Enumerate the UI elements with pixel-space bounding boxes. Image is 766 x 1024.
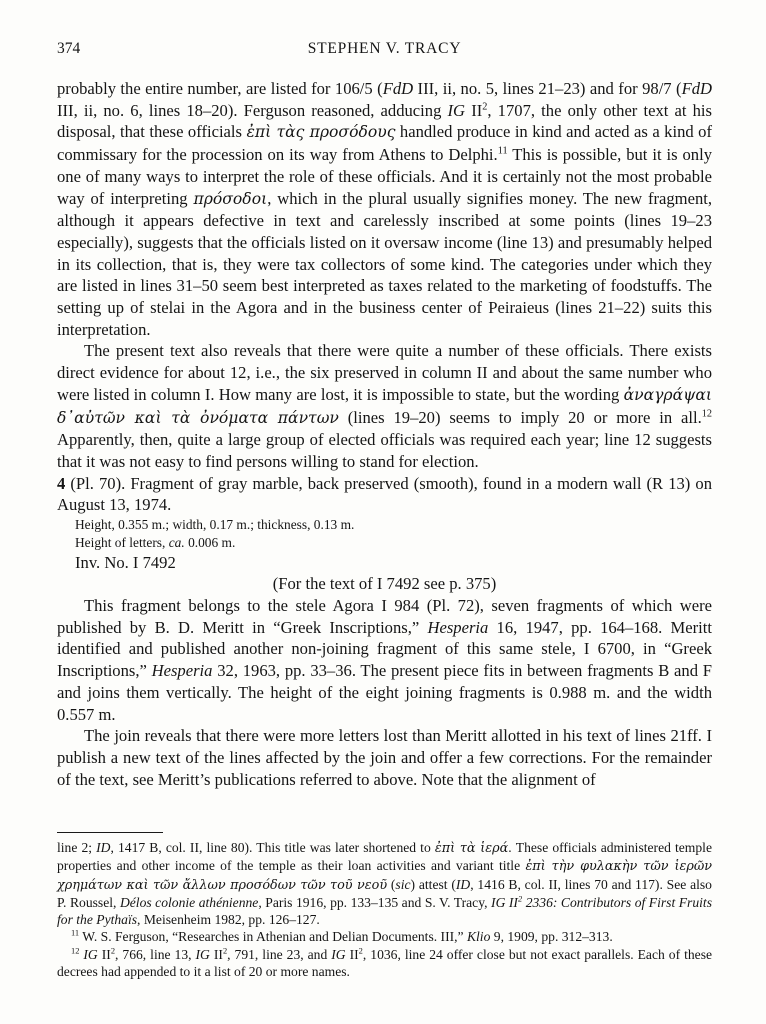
footnote-12: $^{12}$ IG $II^2$, 766, line 13, IG $II^2$, 791, line 23, and IG $II^2$, 1036, line 24 offer close but not exact parallels. Each of these decrees had appended to it a list of 20 or more names. xyxy=(57,945,713,980)
paragraph-officials-number: The present text also reveals that there were quite a number of these officials. There exists direct evidence for about 12, i.e., the six preserved in column II and about the same number who were listed in column I. How many are lost, it is impossible to state, but the wording ἀναγράψαι δ᾽αὐτῶν καὶ τὰ ὀνόματα πάντων (lines 19–20) seems to imply 20 or more in all.$^{12}$ Apparently, then, quite a large group of elected officials was required each year; line 12 suggests that it was not easy to find persons willing to stand for election. xyxy=(57,341,712,471)
page-header xyxy=(57,40,712,58)
footnote-rule xyxy=(57,832,163,833)
footnote-list xyxy=(57,839,712,980)
paragraph-join: The join reveals that there were more letters lost than Meritt allotted in his text of lines 21ff. I publish a new text of the lines affected by the join and offer a few corrections. For the remainder of the text, see Meritt’s publications referred to above. Note that the alignment of xyxy=(57,726,712,789)
page-body xyxy=(57,78,712,790)
catalogue-entry-4: 4 (Pl. 70). Fragment of gray marble, back preserved (smooth), found in a modern wall (R 13) on August 13, 1974. xyxy=(57,473,712,515)
text-reference-note: (For the text of I 7492 see p. 375) xyxy=(272,574,497,594)
paragraph-stele-description: This fragment belongs to the stele Agora I 984 (Pl. 72), seven fragments of which were published by B. D. Meritt in “Greek Inscriptions,” Hesperia 16, 1947, pp. 164–168. Meritt identified and published another non-joining fragment of this same stele, I 6700, in “Greek Inscriptions,” Hesperia 32, 1963, pp. 33–36. The present piece fits in between fragments B and F and joins them vertically. The height of the eight joining fragments is 0.988 m. and the width 0.557 m. xyxy=(57,596,713,724)
footnote-11: $^{11}$ W. S. Ferguson, “Researches in Athenian and Delian Documents. III,” Klio 9, 1909, pp. 312–313. xyxy=(71,927,613,945)
page-number: 374 xyxy=(57,40,81,57)
footnotes-section xyxy=(57,832,712,980)
footnote-10-continuation: line 2; ID, 1417 B, col. II, line 80). This title was later shortened to ἐπὶ τὰ ἱερά. These officials administered temple properties and other income of the temple as their loan activities and variant title ἐπὶ τὴν φυλακὴν τῶν ἱερῶν χρημάτων καὶ τῶν ἄλλων προσόδων τῶν τοῦ νεοῦ (sic) attest (ID, 1416 B, col. II, lines 70 and 117). See also P. Roussel, Délos colonie athénienne, Paris 1916, pp. 133–135 and S. V. Tracy, IG $II^2$ 2336: Contributors of First Fruits for the Pythaïs, Meisenheim 1982, pp. 126–127. xyxy=(57,840,712,928)
paragraph-continuation: probably the entire number, are listed for 106/5 (FdD III, ii, no. 5, lines 21–23) and for 98/7 (FdD III, ii, no. 6, lines 18–20). Ferguson reasoned, adducing IG $II^2$, 1707, the only other text at his disposal, that these officials ἐπὶ τὰς προσόδους handled produce in kind and acted as a kind of commissary for the procession on its way from Athens to Delphi.$^{11}$ This is possible, but it is only one of many ways to interpret the role of these officials. And it is certainly not the most probable way of interpreting πρόσοδοι, which in the plural usually signifies money. The new fragment, although it appears defective in text and carelessly inscribed at some points (lines 19–23 especially), suggests that the officials listed on it oversaw income (line 13) and presumably helped in its collection, that is, they were tax collectors of some kind. The categories under which they are listed in lines 31–50 seem best interpreted as taxes related to the marketing of foodstuffs. The setting up of stelai in the Agora and in the business center of Peiraieus (lines 21–22) suits this interpretation. xyxy=(57,79,713,339)
letter-height-line: Height of letters, ca. 0.006 m. xyxy=(75,534,236,550)
dimensions-line: Height, 0.355 m.; width, 0.17 m.; thickness, 0.13 m. xyxy=(75,517,355,533)
inventory-number: Inv. No. I 7492 xyxy=(75,552,176,572)
running-head: STEPHEN V. TRACY xyxy=(307,40,462,57)
